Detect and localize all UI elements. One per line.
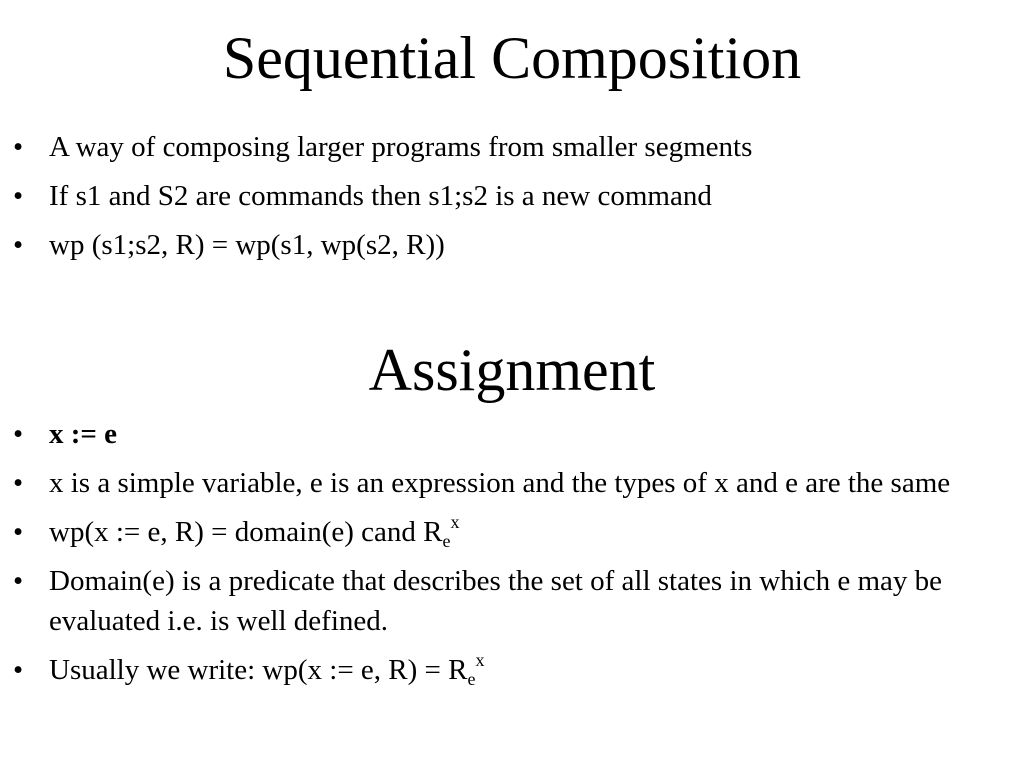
bullet-text: wp (s1;s2, R) = wp(s1, wp(s2, R)) xyxy=(49,229,445,261)
list-item xyxy=(0,463,1024,503)
bullet-text: x is a simple variable, e is an expression and the types of x and e are the same xyxy=(49,467,951,499)
section-title-sequential-composition: Sequential Composition xyxy=(222,25,802,91)
bullet-text: If s1 and S2 are commands then s1;s2 is a new command xyxy=(49,180,712,212)
subscript: e xyxy=(467,669,476,689)
list-item xyxy=(0,650,1024,690)
bullet-icon: • xyxy=(13,516,24,548)
list-item xyxy=(0,176,1024,216)
bullet-text: wp(x := e, R) = domain(e) cand R xyxy=(49,516,443,548)
subscript: e xyxy=(442,531,451,551)
bullet-text: Domain(e) is a predicate that describes the set of all states in which e may be evaluated i.e. is well defined. xyxy=(49,565,943,637)
bullet-icon: • xyxy=(13,565,24,597)
bullet-text: A way of composing larger programs from smaller segments xyxy=(49,131,753,163)
list-item xyxy=(0,225,1024,265)
list-item xyxy=(0,127,1024,167)
list-item xyxy=(0,561,1024,641)
superscript: x xyxy=(450,512,460,532)
bullet-icon: • xyxy=(13,654,24,686)
bullet-icon: • xyxy=(13,229,24,261)
bullet-list-sequential-composition xyxy=(0,127,1024,274)
bullet-text: x := e xyxy=(49,418,118,450)
list-item xyxy=(0,414,1024,454)
bullet-icon: • xyxy=(13,467,24,499)
list-item xyxy=(0,512,1024,552)
superscript: x xyxy=(475,650,485,670)
bullet-icon: • xyxy=(13,418,24,450)
bullet-text: Usually we write: wp(x := e, R) = R xyxy=(49,654,468,686)
bullet-icon: • xyxy=(13,131,24,163)
section-title-assignment: Assignment xyxy=(368,337,656,403)
bullet-icon: • xyxy=(13,180,24,212)
bullet-list-assignment xyxy=(0,414,1024,699)
